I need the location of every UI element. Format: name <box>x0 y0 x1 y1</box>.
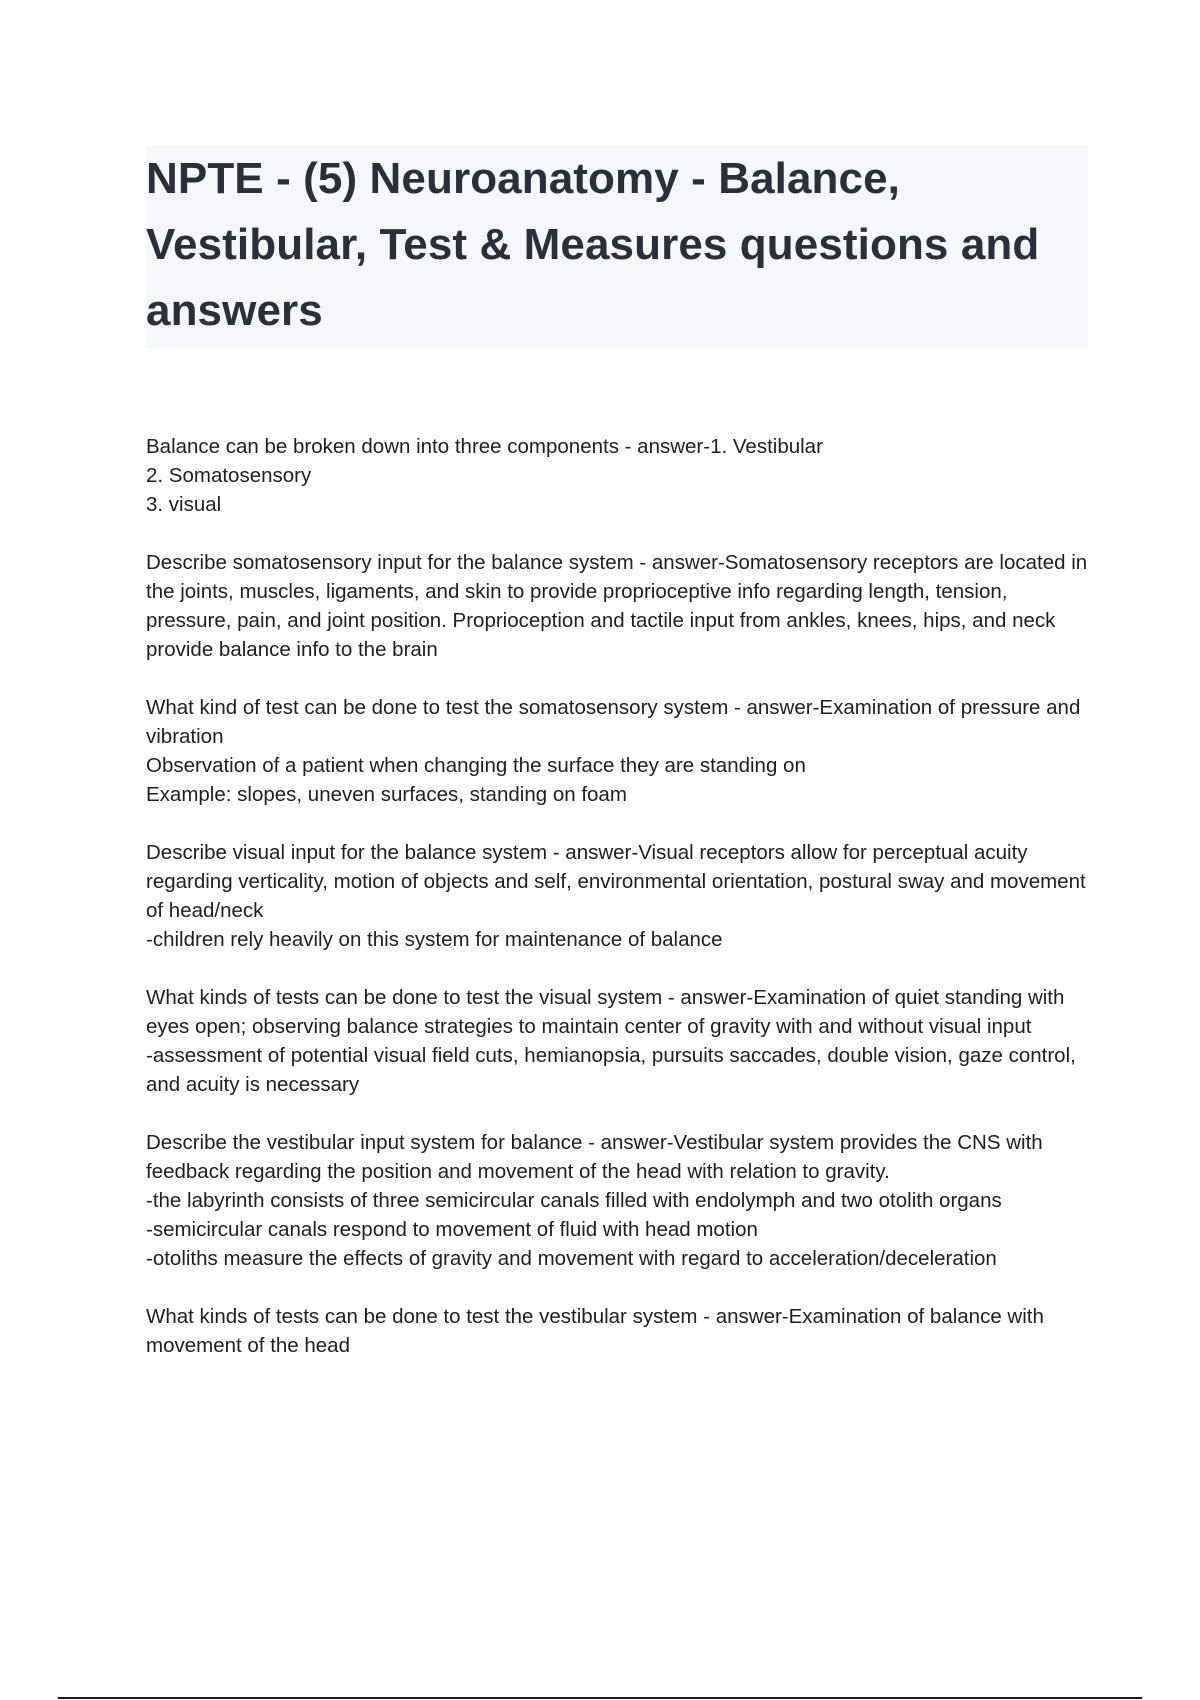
title-block <box>146 146 1088 348</box>
qa-item-vestibular-test: What kinds of tests can be done to test the vestibular system - answer-Examination of balance with movement of the head <box>146 1305 1044 1357</box>
qa-item-balance-components: Balance can be broken down into three components - answer-1. Vestibular 2. Somatosensory 3. visual <box>146 435 823 516</box>
qa-item-visual-test: What kinds of tests can be done to test the visual system - answer-Examination of quiet standing with eyes open; observing balance strategies to maintain center of gravity with and without visual input -assessment of potential visual field cuts, hemianopsia, pursuits saccades, double vision, gaze control, and acuity is necessary <box>146 986 1076 1096</box>
page-bottom-rule <box>58 1697 1142 1699</box>
qa-item-visual-input: Describe visual input for the balance system - answer-Visual receptors allow for perceptual acuity regarding verticality, motion of objects and self, environmental orientation, postural sway and movement of head/neck -children rely heavily on this system for maintenance of balance <box>146 841 1086 951</box>
qa-item-vestibular-input: Describe the vestibular input system for balance - answer-Vestibular system provides the CNS with feedback regarding the position and movement of the head with relation to gravity. -the labyrinth consists of three semicircular canals filled with endolymph and two otolith organs -semicircular canals respond to movement of fluid with head motion -otoliths measure the effects of gravity and movement with regard to acceleration/deceleration <box>146 1131 1043 1270</box>
qa-content <box>146 432 1088 1389</box>
qa-item-somatosensory-input: Describe somatosensory input for the balance system - answer-Somatosensory receptors are located in the joints, muscles, ligaments, and skin to provide proprioceptive info regarding length, tension, pressure, pain, and joint position. Proprioception and tactile input from ankles, knees, hips, and neck provide balance info to the brain <box>146 551 1088 661</box>
page-title: NPTE - (5) Neuroanatomy - Balance, Vestibular, Test & Measures questions and answers <box>146 154 1040 335</box>
qa-item-somatosensory-test: What kind of test can be done to test the somatosensory system - answer-Examination of pressure and vibration Observation of a patient when changing the surface they are standing on Example: slopes, uneven surfaces, standing on foam <box>146 696 1081 806</box>
